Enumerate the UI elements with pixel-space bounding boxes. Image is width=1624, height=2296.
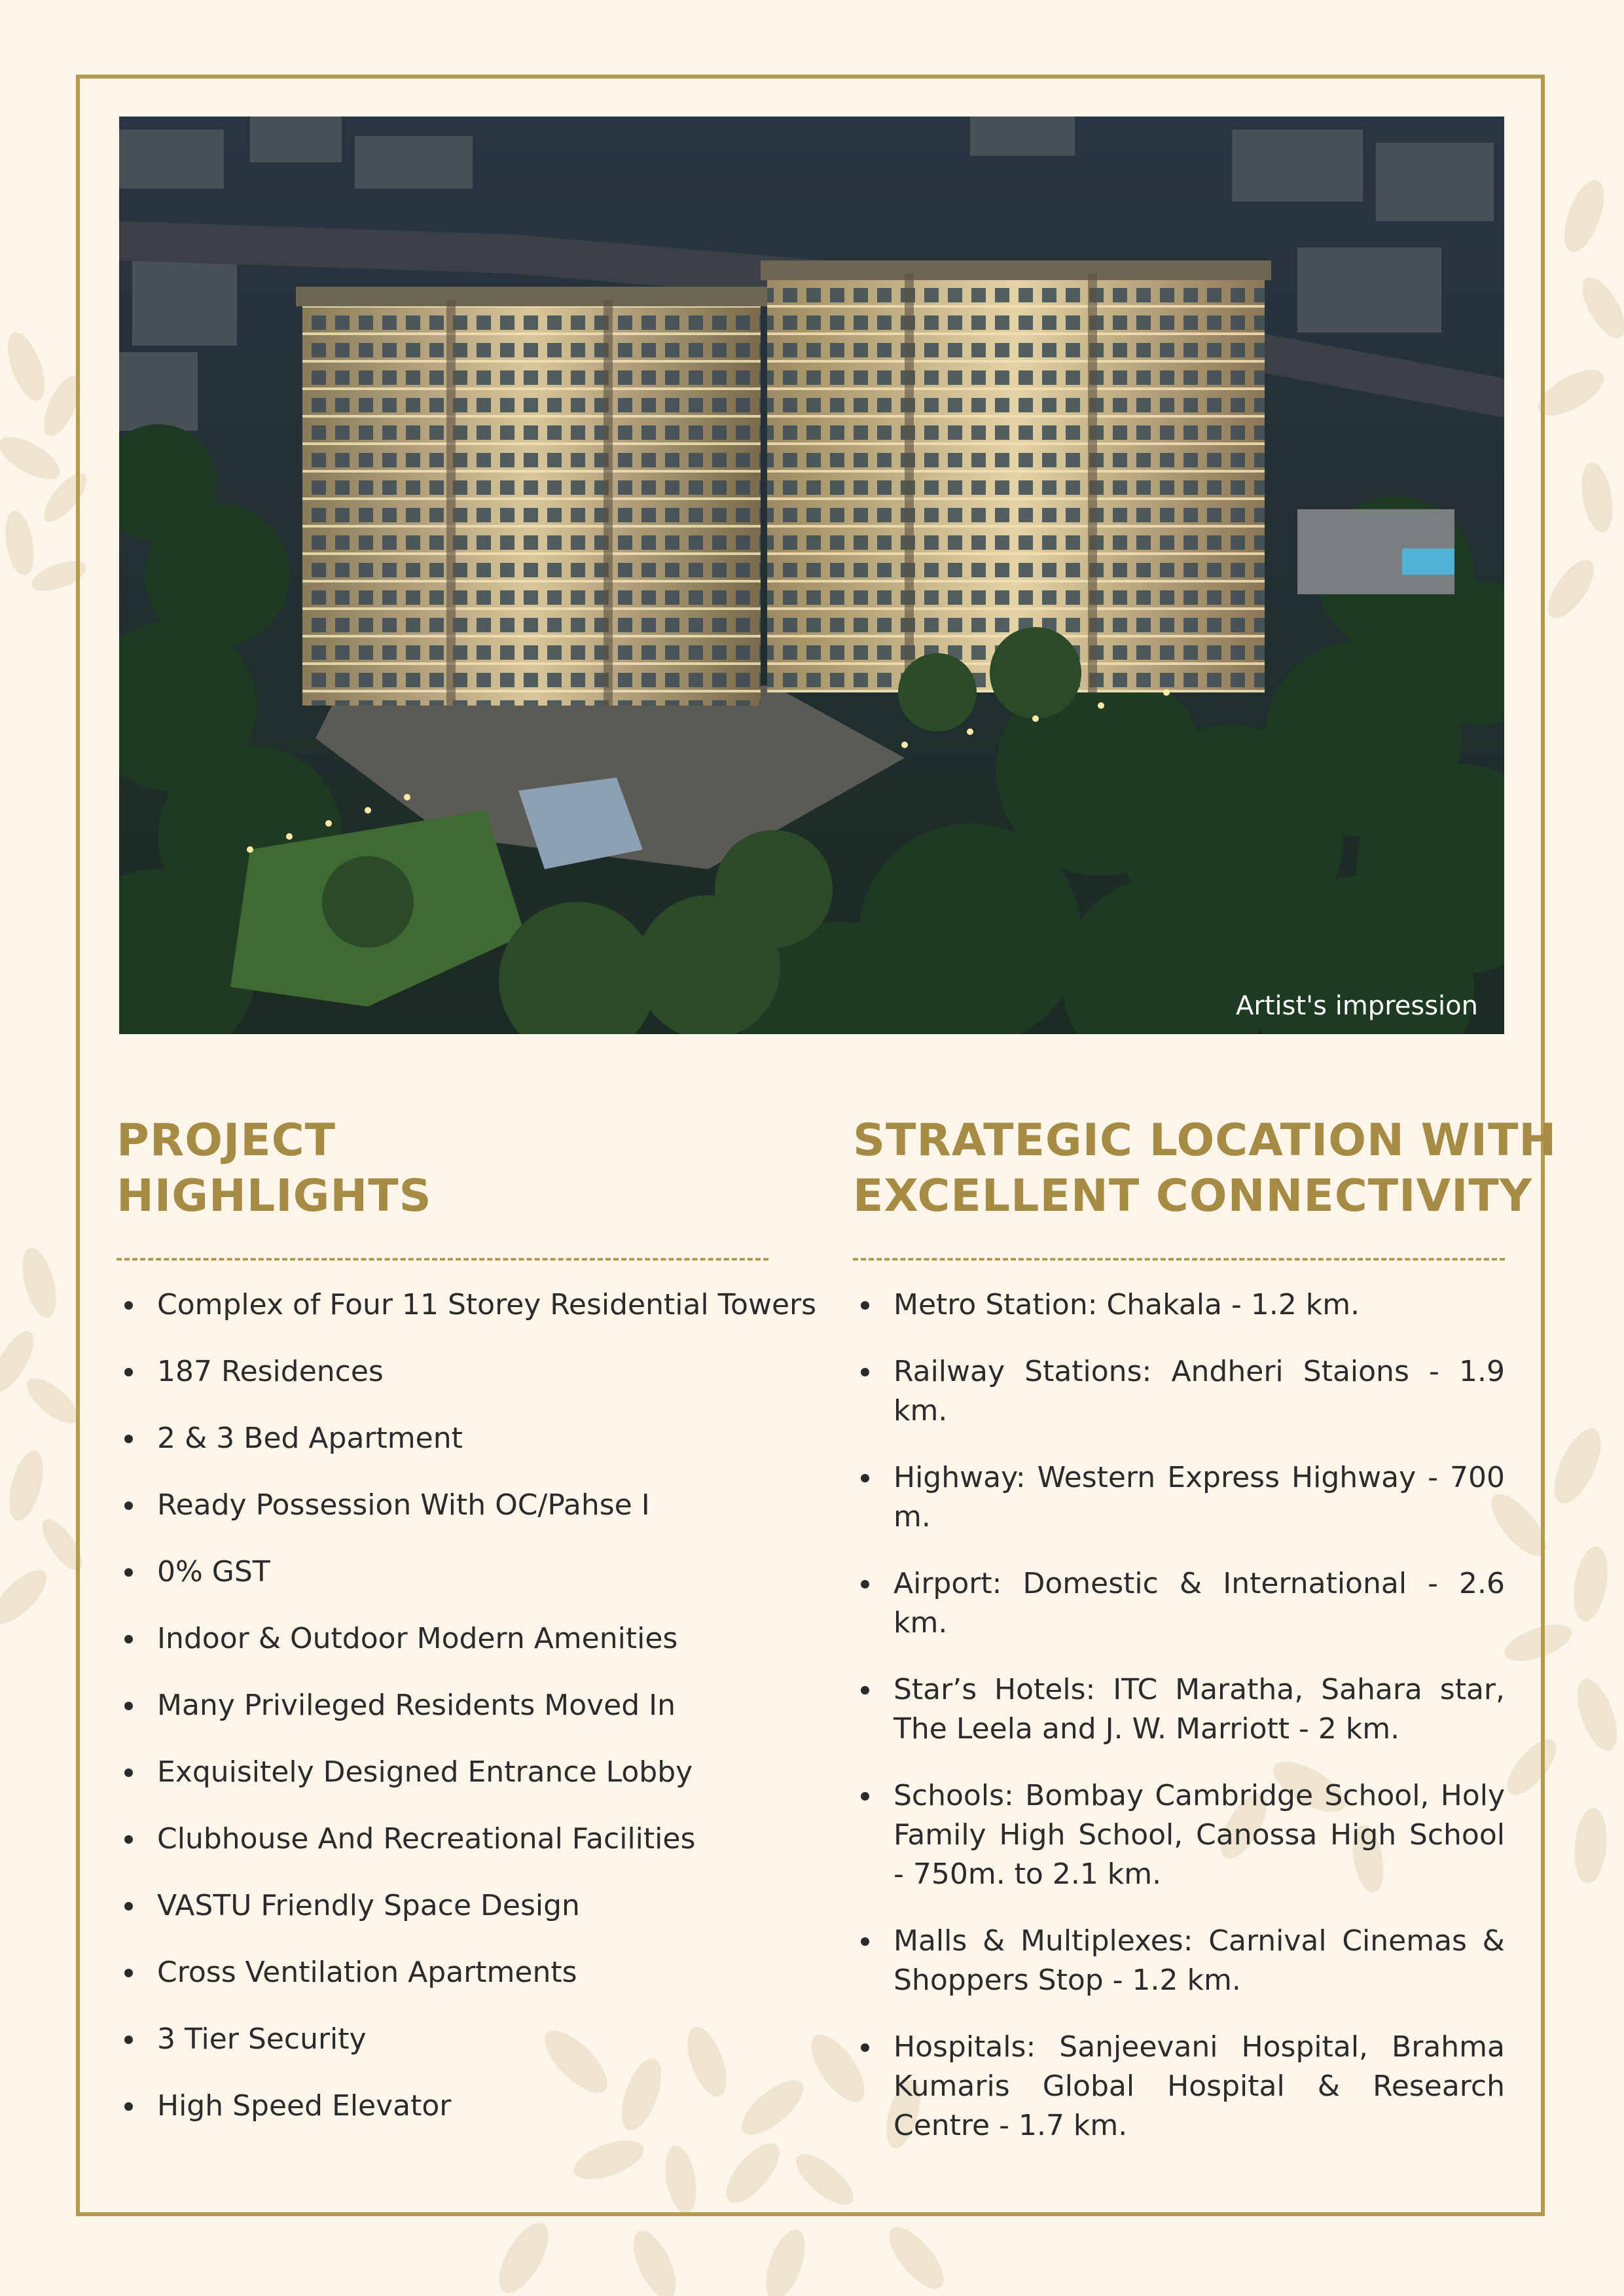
bullet-icon <box>124 1501 133 1510</box>
artist-impression-caption: Artist's impression <box>1236 991 1478 1021</box>
list-item: VASTU Friendly Space Design <box>117 1886 768 1953</box>
bullet-icon <box>861 1474 869 1482</box>
bullet-icon <box>861 1368 869 1376</box>
list-item: 187 Residences <box>117 1352 768 1419</box>
list-item: 3 Tier Security <box>117 2020 768 2087</box>
bullet-icon <box>124 1368 133 1376</box>
connectivity-heading <box>853 1113 1557 1224</box>
heading-line: EXCELLENT CONNECTIVITY <box>853 1170 1533 1222</box>
list-item: Schools: Bombay Cambridge School, Holy Family High School, Canossa High School - 750m. to 2.1 km. <box>853 1776 1505 1894</box>
bullet-icon <box>124 1568 133 1577</box>
bullet-icon <box>124 2036 133 2044</box>
list-item: Cross Ventilation Apartments <box>117 1953 768 2020</box>
heading-line: STRATEGIC LOCATION WITH <box>853 1115 1557 1166</box>
list-item: Highway: Western Express Highway - 700 m. <box>853 1458 1505 1537</box>
bullet-icon <box>124 2102 133 2111</box>
list-item: Airport: Domestic & International - 2.6 km. <box>853 1564 1505 1643</box>
list-item: Metro Station: Chakala - 1.2 km. <box>853 1285 1505 1325</box>
bullet-icon <box>861 1792 869 1801</box>
project-rendering-image <box>119 117 1504 1034</box>
bullet-icon <box>124 1301 133 1310</box>
building-illustration <box>119 117 1504 1034</box>
connectivity-section <box>853 1113 1557 2173</box>
project-highlights-section <box>117 1113 817 2153</box>
bullet-icon <box>124 1702 133 1710</box>
list-item: Complex of Four 11 Storey Residential Towers <box>117 1285 768 1352</box>
bullet-icon <box>861 2043 869 2052</box>
list-item: Railway Stations: Andheri Staions - 1.9 km. <box>853 1352 1505 1431</box>
project-highlights-heading <box>117 1113 768 1224</box>
list-item: Many Privileged Residents Moved In <box>117 1686 768 1753</box>
list-item: Malls & Multiplexes: Carnival Cinemas & Shoppers Stop - 1.2 km. <box>853 1922 1505 2000</box>
heading-line: PROJECT <box>117 1115 336 1166</box>
heading-line: HIGHLIGHTS <box>117 1170 432 1222</box>
highlights-list <box>117 1285 817 2153</box>
dashed-divider <box>853 1258 1505 1261</box>
bullet-icon <box>124 1902 133 1910</box>
list-item: Ready Possession With OC/Pahse I <box>117 1486 768 1552</box>
connectivity-list <box>853 1285 1505 2145</box>
list-item: Hospitals: Sanjeevani Hospital, Brahma Kumaris Global Hospital & Research Centre - 1.7 km. <box>853 2028 1505 2145</box>
bullet-icon <box>124 1768 133 1777</box>
list-item: Star’s Hotels: ITC Maratha, Sahara star, The Leela and J. W. Marriott - 2 km. <box>853 1670 1505 1749</box>
list-item: 2 & 3 Bed Apartment <box>117 1419 768 1486</box>
bullet-icon <box>861 1686 869 1695</box>
bullet-icon <box>124 1635 133 1643</box>
bullet-icon <box>124 1835 133 1844</box>
list-item: Indoor & Outdoor Modern Amenities <box>117 1619 768 1686</box>
bullet-icon <box>124 1435 133 1443</box>
list-item: Clubhouse And Recreational Facilities <box>117 1820 768 1886</box>
bullet-icon <box>861 1937 869 1946</box>
list-item: 0% GST <box>117 1552 768 1619</box>
bullet-icon <box>124 1969 133 1977</box>
list-item: High Speed Elevator <box>117 2087 768 2153</box>
bullet-icon <box>861 1580 869 1588</box>
bullet-icon <box>861 1301 869 1310</box>
list-item: Exquisitely Designed Entrance Lobby <box>117 1753 768 1820</box>
dashed-divider <box>117 1258 768 1261</box>
